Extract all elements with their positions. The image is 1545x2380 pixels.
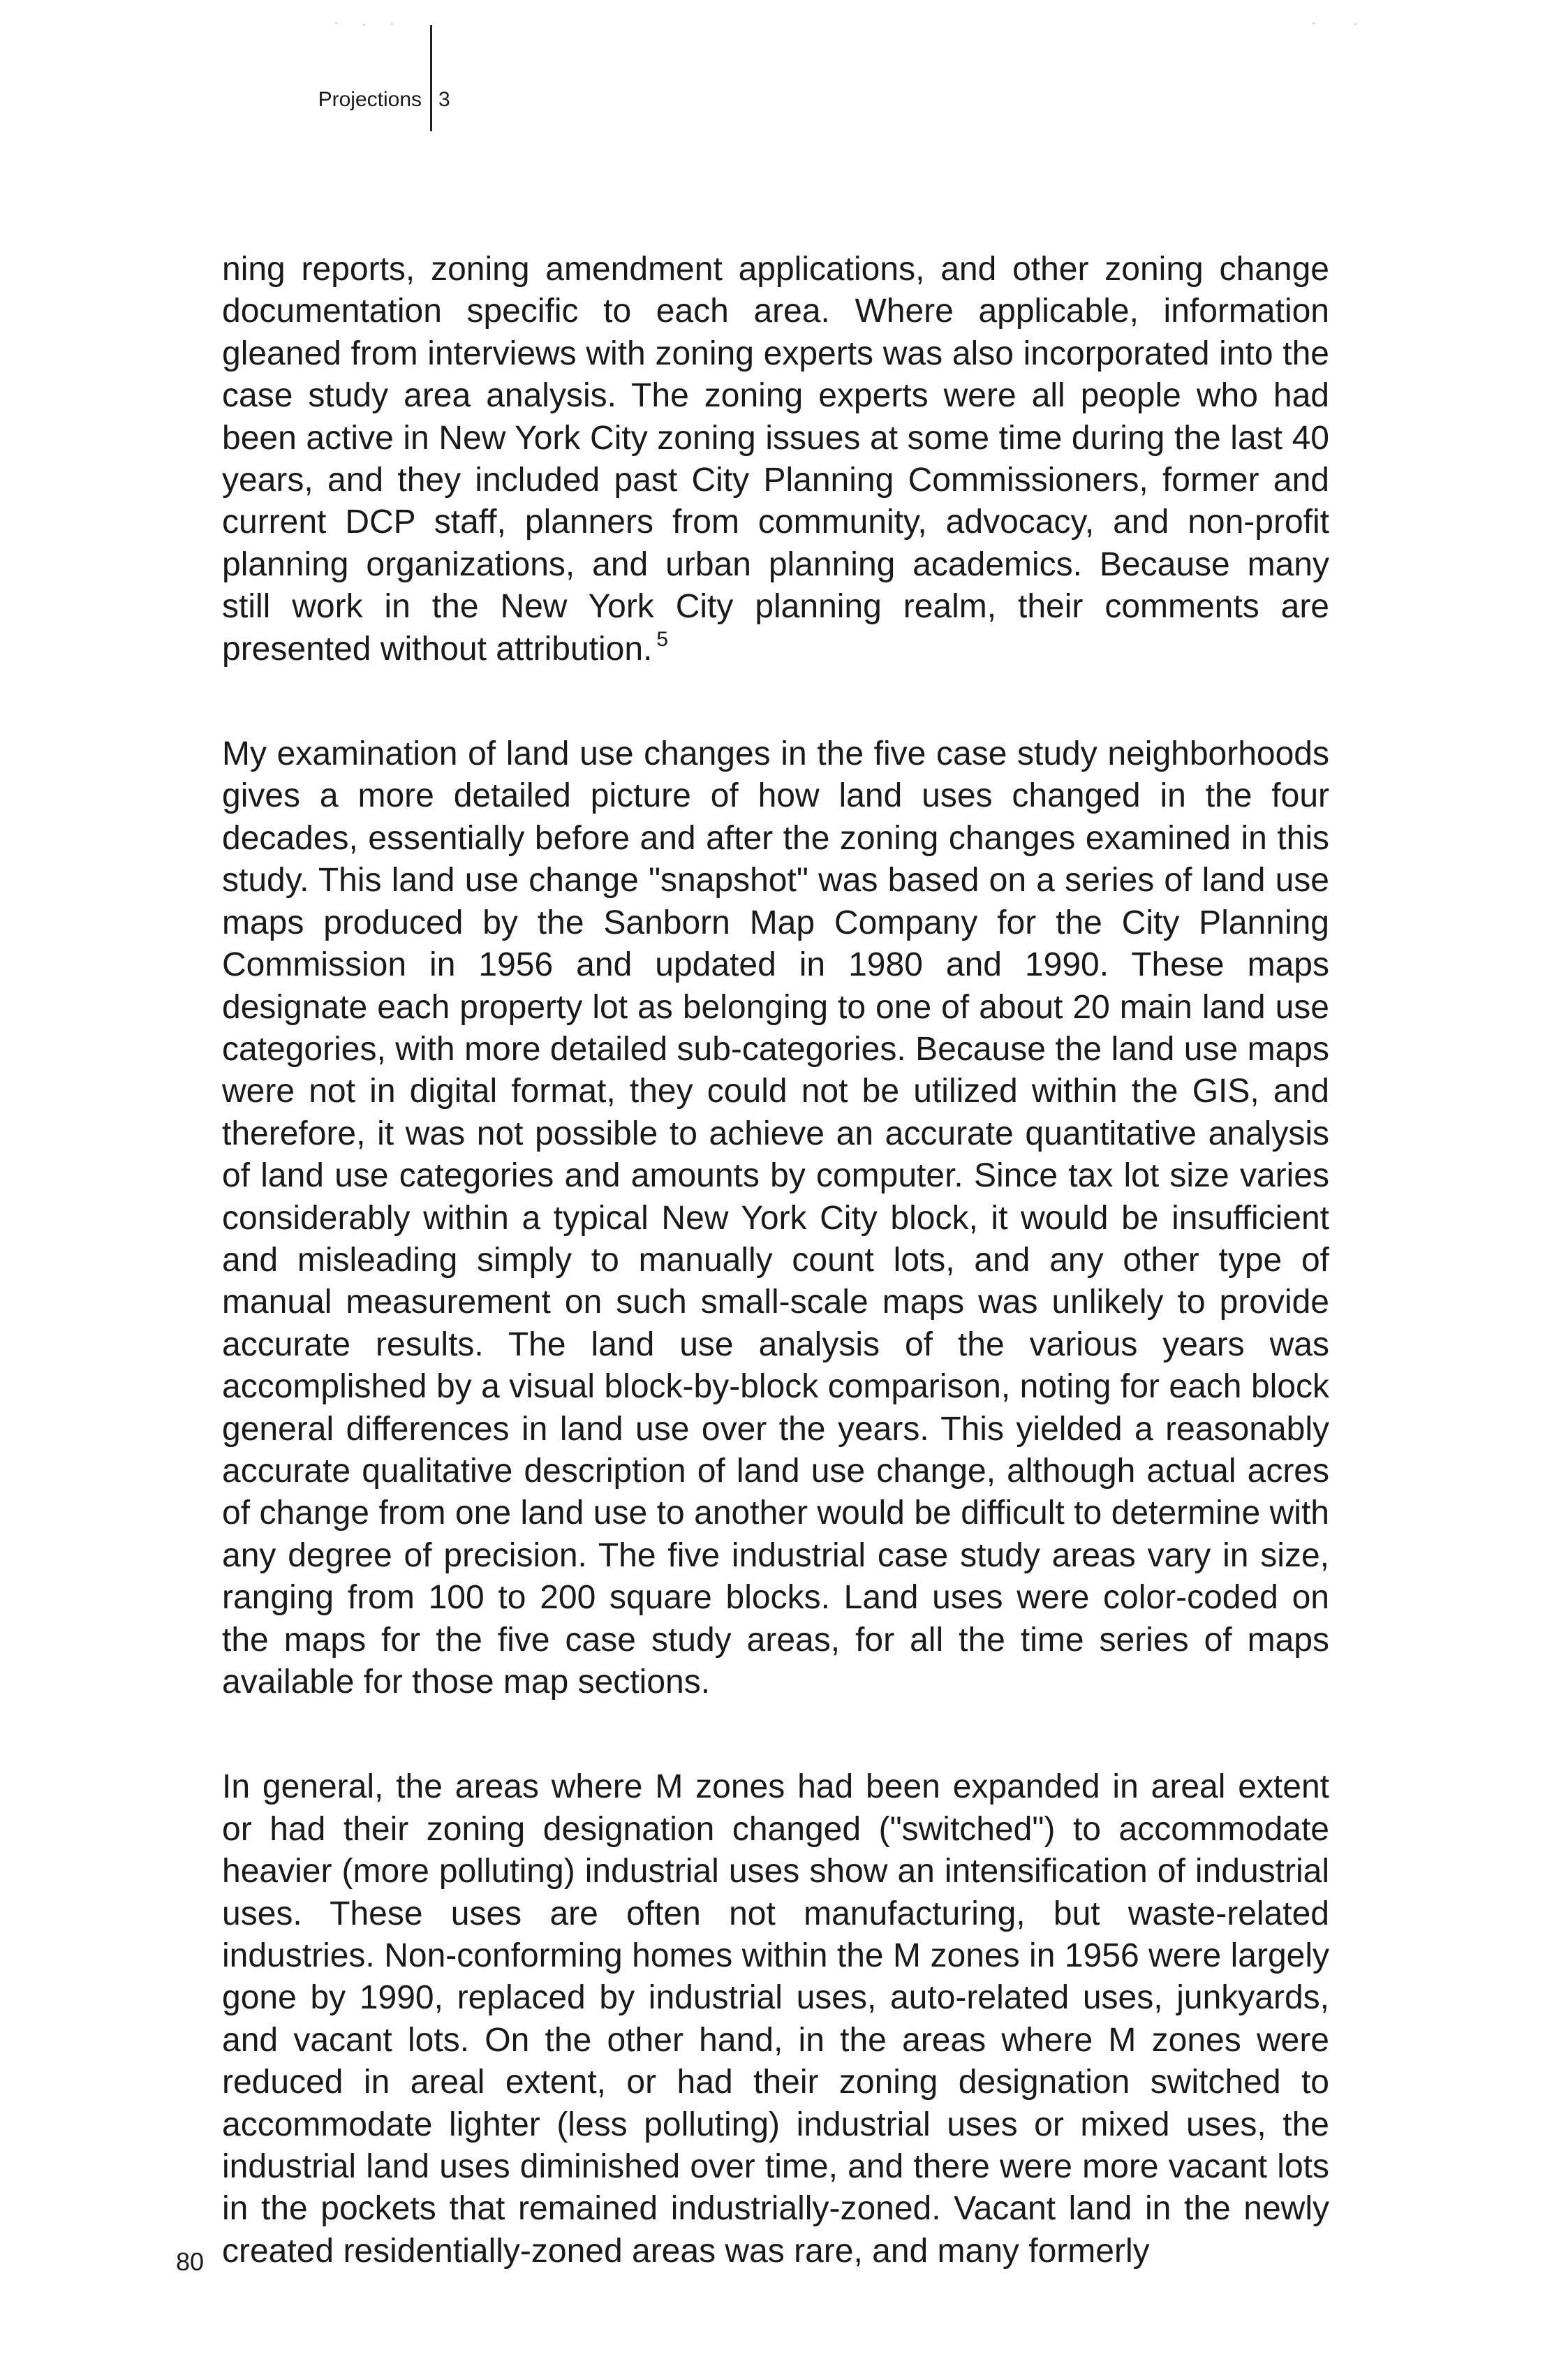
scan-speck bbox=[1313, 22, 1315, 24]
scan-speck bbox=[391, 23, 393, 25]
scan-speck bbox=[335, 22, 337, 24]
page-number: 80 bbox=[176, 2247, 205, 2276]
header-divider bbox=[430, 25, 432, 131]
paragraph-3: In general, the areas where M zones had been expanded in areal extent or had their zoning designation changed ("switched") to accommodate heavier (more polluting) industrial uses show an intensification of industrial uses. These uses are often not manufacturing, but waste-related industries. Non-conforming homes within the M zones in 1956 were largely gone by 1990, replaced by industrial uses, auto-related uses, junkyards, and vacant lots. On the other hand, in the areas where M zones were reduced in areal extent, or had their zoning designation switched to accommodate lighter (less polluting) industrial uses or mixed uses, the industrial land uses diminished over time, and there were more vacant lots in the pockets that remained industrially-zoned. Vacant land in the newly created residentially-zoned areas was rare, and many formerly bbox=[222, 1768, 1329, 2270]
chapter-number: 3 bbox=[438, 88, 450, 111]
paragraph-1 bbox=[222, 249, 1329, 670]
scan-speck bbox=[1354, 23, 1357, 25]
footnote-reference: 5 bbox=[656, 627, 669, 651]
paragraph-1-text: ning reports, zoning amendment applications, and other zoning change documentation specific to each area. Where applicable, information gleaned from interviews with zoning experts was also incorporated into the case study area analysis. The zoning experts were all people who had been active in New York City zoning issues at some time during the last 40 years, and they included past City Planning Commissioners, former and current DCP staff, planners from community, advocacy, and non-profit planning organizations, and urban planning academics. Because many still work in the New York City planning realm, their comments are presented without attribution. bbox=[222, 251, 1329, 668]
scan-speck bbox=[363, 24, 365, 26]
section-title: Projections bbox=[318, 88, 422, 111]
paragraph-2: My examination of land use changes in the five case study neighborhoods gives a more detailed picture of how land uses changed in the four decades, essentially before and after the zoning changes examined in this study. This land use change "snapshot" was based on a series of land use maps produced by the Sanborn Map Company for the City Planning Commission in 1956 and updated in 1980 and 1990. These maps designate each property lot as belonging to one of about 20 main land use categories, with more detailed sub-categories. Because the land use maps were not in digital format, they could not be utilized within the GIS, and therefore, it was not possible to achieve an accurate quantitative analysis of land use categories and amounts by computer. Since tax lot size varies considerably within a typical New York City block, it would be insufficient and misleading simply to manually count lots, and any other type of manual measurement on such small-scale maps was unlikely to provide accurate results. The land use analysis of the various years was accomplished by a visual block-by-block comparison, noting for each block general differences in land use over the years. This yielded a reasonably accurate qualitative description of land use change, although actual acres of change from one land use to another would be difficult to determine with any degree of precision. The five industrial case study areas vary in size, ranging from 100 to 200 square blocks. Land uses were color-coded on the maps for the five case study areas, for all the time series of maps available for those map sections. bbox=[222, 735, 1329, 1700]
body-text bbox=[222, 249, 1329, 2272]
